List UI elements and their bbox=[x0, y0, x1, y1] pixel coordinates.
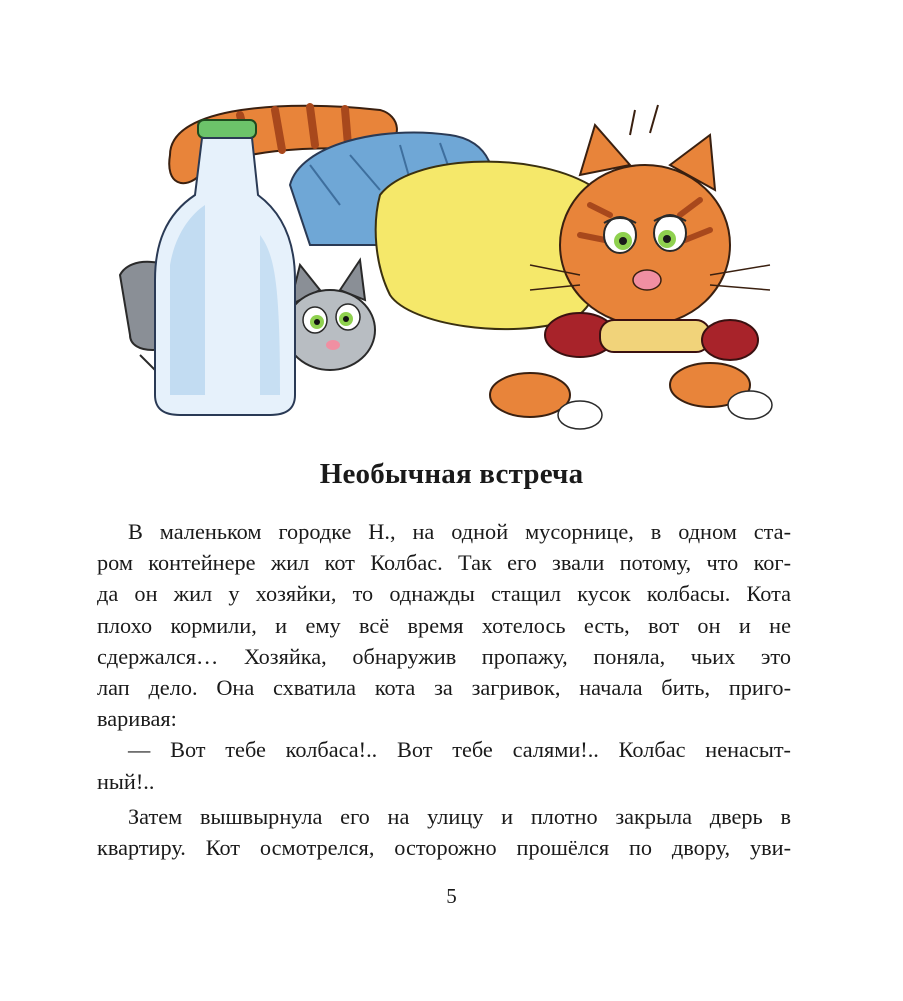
text-line: сдержался… Хозяйка, обнаружив пропажу, поняла, чьих это bbox=[97, 643, 791, 669]
text-line: квартиру. Кот осмотрелся, осторожно прошёлся по двору, уви- bbox=[97, 834, 791, 860]
text-line: лап дело. Она схватила кота за загривок, начала бить, приго- bbox=[97, 674, 791, 700]
text-line: плохо кормили, и ему всё время хотелось есть, вот он и не bbox=[97, 612, 791, 638]
text-line: варивая: bbox=[97, 706, 177, 732]
orange-cat-paws bbox=[490, 363, 772, 429]
story-text bbox=[97, 516, 791, 863]
text-line: В маленьком городке Н., на одной мусорнице, в одном ста- bbox=[128, 519, 791, 544]
paragraph bbox=[97, 801, 791, 863]
paragraph bbox=[97, 734, 791, 796]
chapter-title: Необычная встреча bbox=[319, 458, 584, 490]
page-number: 5 bbox=[446, 884, 457, 908]
text-line: ный!.. bbox=[97, 768, 155, 794]
text-line: Затем вышвырнула его на улицу и плотно закрыла дверь в bbox=[128, 803, 791, 829]
sausage bbox=[545, 313, 758, 360]
text-line: ром контейнере жил кот Колбас. Так его звали потому, что ког- bbox=[97, 550, 791, 576]
cats-illustration bbox=[110, 95, 790, 435]
paragraph bbox=[97, 516, 791, 734]
text-line: — Вот тебе колбаса!.. Вот тебе салями!.. Колбас ненасыт- bbox=[128, 737, 791, 763]
text-line: да он жил у хозяйки, то однажды стащил кусок колбасы. Кота bbox=[97, 581, 791, 607]
